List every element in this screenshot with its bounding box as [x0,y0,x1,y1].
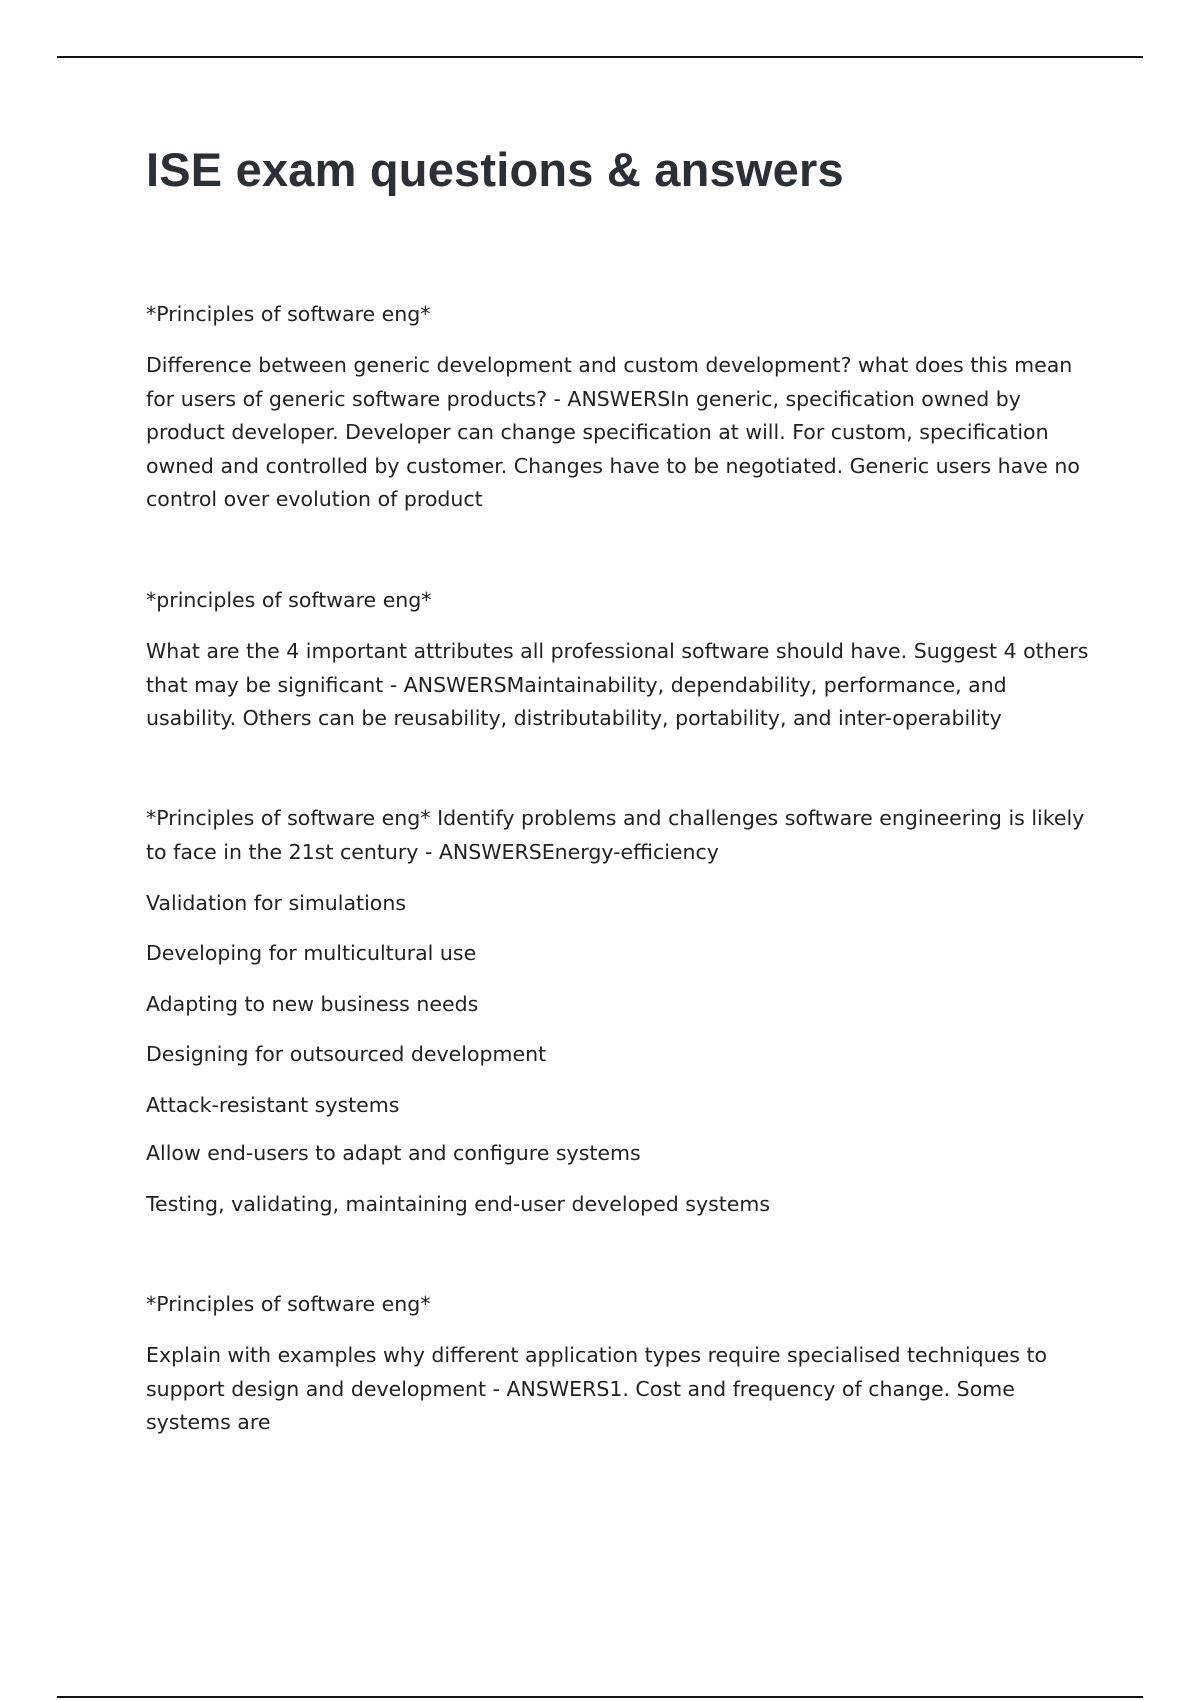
section-heading: *Principles of software eng* [146,1292,431,1316]
question-answer: *Principles of software eng* Identify problems and challenges software engineering is likely to face in the 21st century - ANSWERSEnergy-efficiency [146,806,1085,864]
answer-list-item: Adapting to new business needs [146,992,479,1016]
answer-list-item: Allow end-users to adapt and configure systems [146,1141,641,1165]
answer-list-item: Developing for multicultural use [146,941,477,965]
question-answer: Difference between generic development and custom development? what does this mean for users of generic software products? - ANSWERSIn generic, specification owned by product developer. Developer can change specification at will. For custom, specification owned and controlled by customer. Changes have to be negotiated. Generic users have no control over evolution of product [146,353,1080,512]
document-title: ISE exam questions & answers [146,143,844,196]
footer-rule [57,1696,1143,1698]
section-heading: *Principles of software eng* [146,302,431,326]
answer-list-item: Attack-resistant systems [146,1093,400,1117]
header-rule [57,56,1143,58]
answer-list-item: Validation for simulations [146,891,406,915]
section-heading: *principles of software eng* [146,588,432,612]
answer-list-item: Designing for outsourced development [146,1042,547,1066]
question-answer: Explain with examples why different application types require specialised techniques to support design and development - ANSWERS1. Cost and frequency of change. Some systems are [146,1343,1048,1435]
answer-list-item: Testing, validating, maintaining end-user developed systems [146,1192,771,1216]
question-answer: What are the 4 important attributes all professional software should have. Suggest 4 others that may be significant - ANSWERSMaintainability, dependability, performance, and usability. Others can be reusability, distributability, portability, and inter-operability [146,639,1089,731]
